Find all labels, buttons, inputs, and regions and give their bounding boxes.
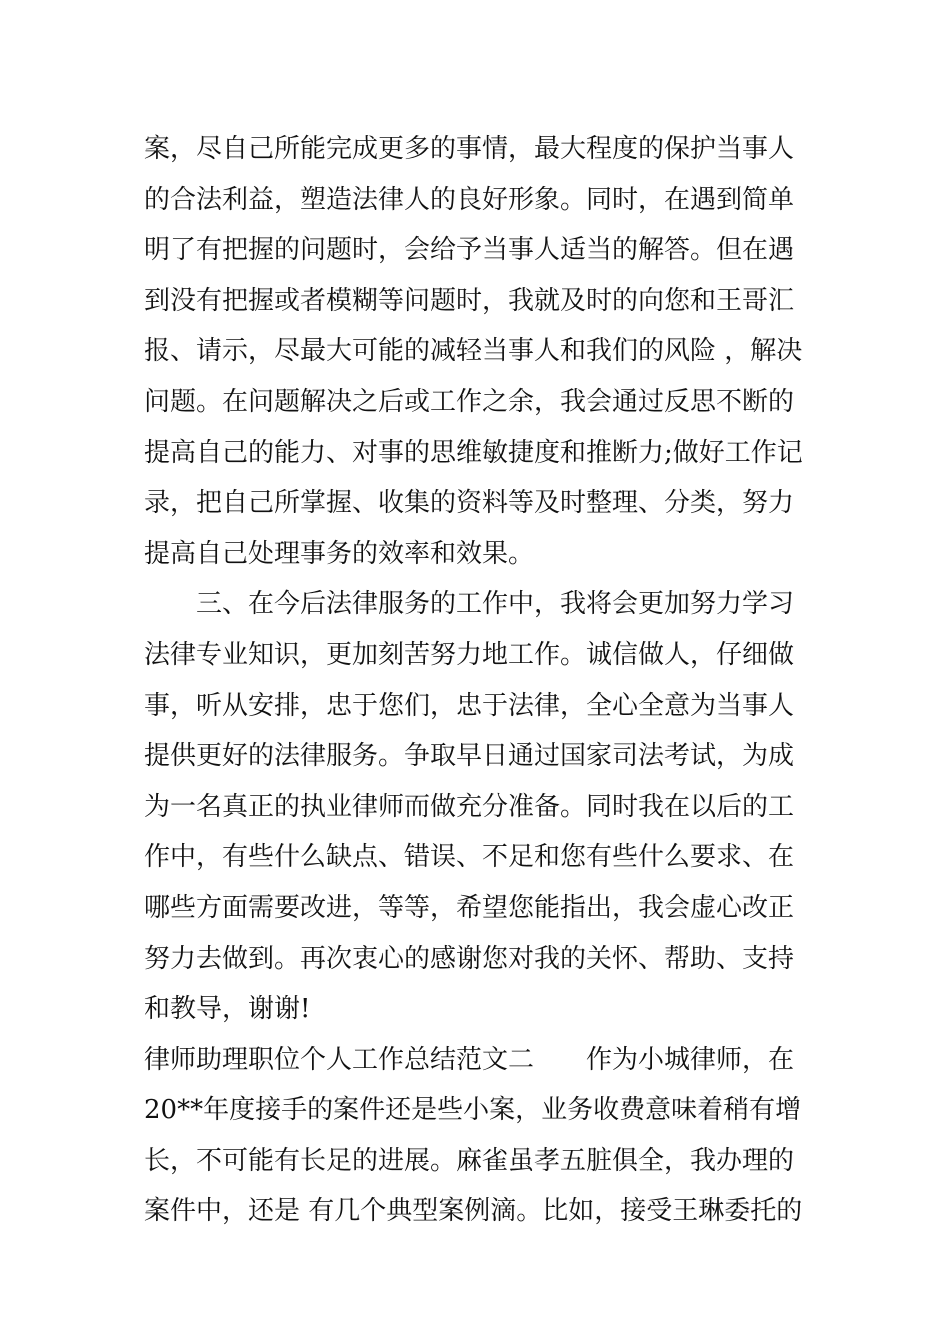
text-line: 事，听从安排，忠于您们，忠于法律，全心全意为当事人: [144, 690, 795, 721]
document-body: [144, 124, 816, 1237]
text-line: 的合法利益，塑造法律人的良好形象。同时，在遇到简单: [144, 184, 795, 215]
text-line: 问题。在问题解决之后或工作之余，我会通过反思不断的: [144, 386, 795, 417]
section-lead-text: 作为小城律师，在: [586, 1044, 795, 1075]
text-line: 提供更好的法律服务。争取早日通过国家司法考试，为成: [144, 741, 795, 772]
text-line: 到没有把握或者模糊等问题时，我就及时的向您和王哥汇: [144, 285, 795, 316]
text-line: 长，不可能有长足的进展。麻雀虽孝五脏俱全，我办理的: [144, 1145, 795, 1176]
text-line: 案，尽自己所能完成更多的事情，最大程度的保护当事人: [144, 134, 795, 164]
section-heading-line: [144, 1035, 816, 1086]
text-line: 为一名真正的执业律师而做充分准备。同时我在以后的工: [144, 791, 795, 822]
text-line: 和教导，谢谢!: [144, 994, 311, 1025]
text-line: 报、请示，尽最大可能的减轻当事人和我们的风险 ，解决: [144, 336, 803, 367]
text-line: 提高自己处理事务的效率和效果。: [144, 538, 535, 569]
text-line: 案件中，还是 有几个典型案例滴。比如，接受王琳委托的: [144, 1196, 803, 1227]
text-line: 努力去做到。再次衷心的感谢您对我的关怀、帮助、支持: [144, 943, 795, 974]
text-line: 明了有把握的问题时，会给予当事人适当的解答。但在遇: [144, 235, 795, 266]
paragraph-start-line: 三、在今后法律服务的工作中，我将会更加努力学习: [196, 589, 795, 620]
text-line: 哪些方面需要改进，等等，希望您能指出，我会虚心改正: [144, 892, 795, 923]
text-line: 录，把自己所掌握、收集的资料等及时整理、分类，努力: [144, 488, 795, 519]
text-line: 作中，有些什么缺点、错误、不足和您有些什么要求、在: [144, 842, 795, 873]
text-line: 法律专业知识，更加刻苦努力地工作。诚信做人，仔细做: [144, 639, 795, 670]
text-line: 20**年度接手的案件还是些小案，业务收费意味着稍有增: [144, 1095, 802, 1126]
text-line: 提高自己的能力、对事的思维敏捷度和推断力;做好工作记: [144, 437, 803, 468]
section-title: 律师助理职位个人工作总结范文二: [144, 1044, 535, 1075]
